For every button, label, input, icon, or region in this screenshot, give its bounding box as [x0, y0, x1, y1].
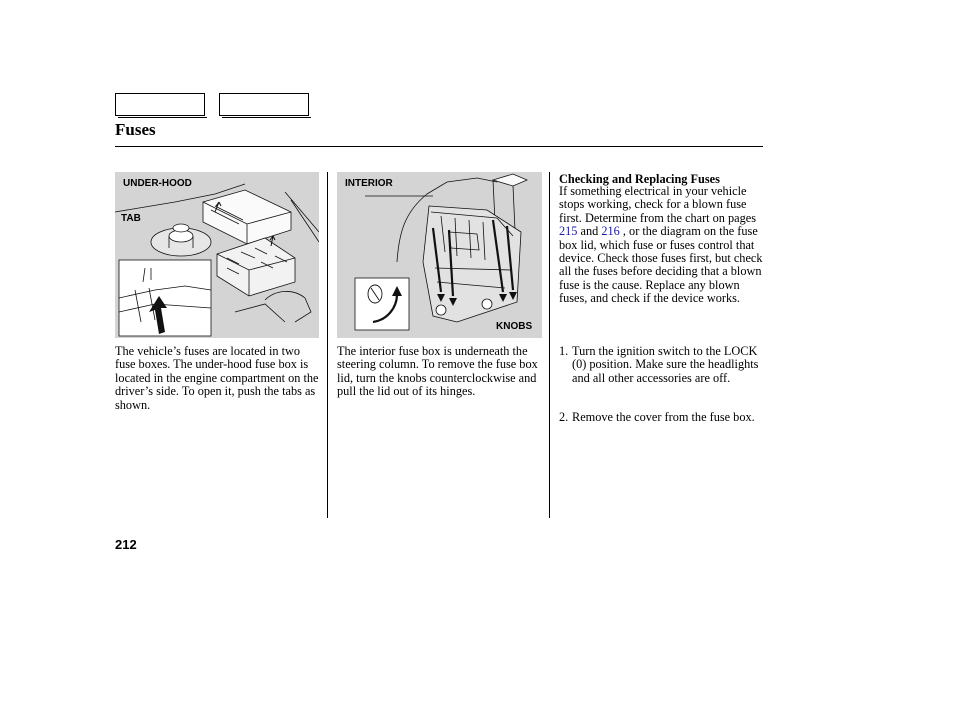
- step-text: Remove the cover from the fuse box.: [572, 410, 755, 424]
- section-heading: Checking and Replacing Fuses: [559, 172, 720, 186]
- page-title: Fuses: [115, 120, 156, 139]
- under-hood-description: The vehicle’s fuses are located in two fuse boxes. The under-hood fuse box is located in the engine compartment on the driver’s side. To open it, push the tabs as shown.: [115, 344, 319, 412]
- page-link-215[interactable]: 215: [559, 224, 578, 239]
- nav-tab-box-2[interactable]: [219, 93, 309, 116]
- interior-description: The interior fuse box is underneath the steering column. To remove the fuse box lid, turn the knobs counterclockwise and pull the lid out of its hinges.: [337, 344, 538, 399]
- column-divider-1: [327, 172, 328, 518]
- page-number: 212: [115, 537, 137, 552]
- step-text: Turn the ignition switch to the LOCK (0) position. Make sure the headlights and all other accessories are off.: [572, 344, 759, 385]
- interior-fuse-box-illustration: [337, 172, 542, 338]
- interior-label: INTERIOR: [345, 178, 393, 189]
- nav-tab-box-1[interactable]: [115, 93, 205, 116]
- under-hood-label: UNDER-HOOD: [123, 178, 192, 189]
- knobs-label: KNOBS: [496, 321, 533, 332]
- step-2: [559, 411, 764, 424]
- column-divider-2: [549, 172, 550, 518]
- step-number: 1.: [559, 344, 569, 358]
- interior-drawing: [337, 172, 542, 338]
- step-1: [559, 345, 764, 385]
- under-hood-drawing: [115, 172, 319, 338]
- intro-text-part1: If something electrical in your vehicle stops working, check for a blown fuse first. Determine from the chart on pages: [559, 184, 757, 225]
- under-hood-fuse-box-illustration: [115, 172, 319, 338]
- intro-text-part2: , or the diagram on the fuse box lid, which fuse or fuses control that device. Check those fuses first, but check all the fuses before deciding that a blown fuse is the cause. Replace any blown fuses, and check if the device works.: [559, 224, 763, 306]
- step-number: 2.: [559, 410, 569, 424]
- page-link-216[interactable]: 216: [601, 224, 620, 239]
- tab-label: TAB: [121, 213, 141, 224]
- checking-fuses-intro: [559, 185, 764, 306]
- intro-text-and: and: [580, 224, 599, 239]
- title-rule: [115, 146, 763, 147]
